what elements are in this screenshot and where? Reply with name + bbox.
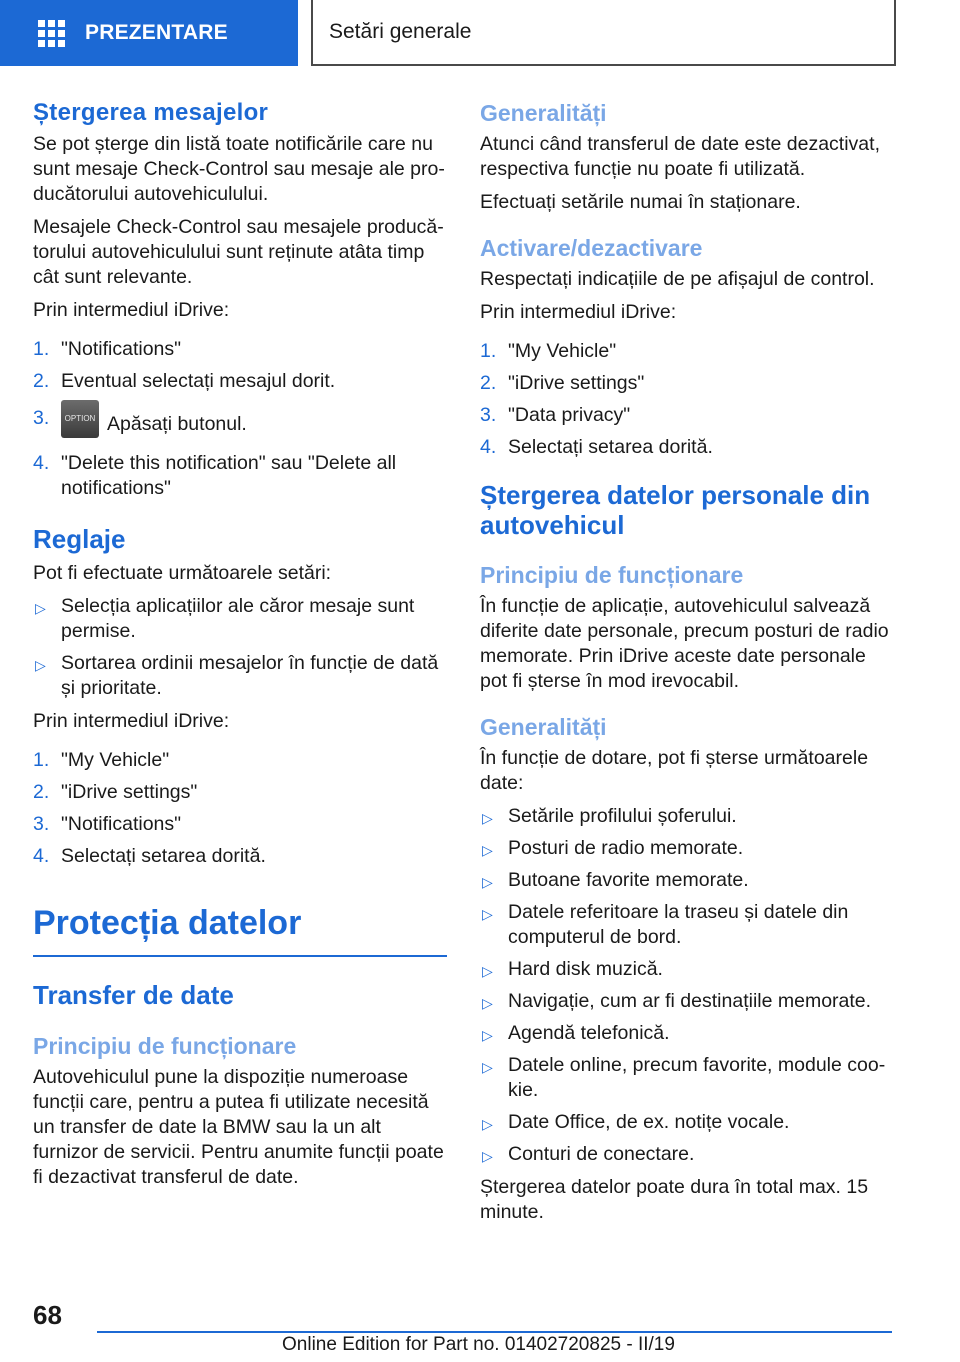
list-item: 1. "My Vehicle" <box>480 340 617 362</box>
list-item: 2. Eventual selectați mesajul dorit. <box>33 370 336 392</box>
bullet-triangle-icon: ▷ <box>482 810 493 826</box>
heading-principiu: Principiu de funcționare <box>33 1033 297 1059</box>
heading-transfer-de-date: Transfer de date <box>33 980 234 1010</box>
bullet-triangle-icon: ▷ <box>482 963 493 979</box>
list-item: ▷ Setările profilului șoferului. <box>480 804 890 829</box>
heading-activare: Activare/dezactivare <box>480 235 703 261</box>
bullet-list <box>480 804 890 1167</box>
tab-prezentare-label: PREZENTARE <box>85 21 228 44</box>
bullet-list <box>33 594 447 701</box>
paragraph: Autovehiculul pune la dispoziție numeroase funcții care, pentru a putea fi utilizate necesită un transfer de date la BMW sau la un alt furnizor de servicii. Pentru anumite funcții poate fi dezactivat transferul de date. <box>33 1066 444 1188</box>
bullet-triangle-icon: ▷ <box>35 600 46 616</box>
footer-edition: Online Edition for Part no. 01402720825 - II/19 <box>282 1334 675 1355</box>
tab-prezentare[interactable] <box>0 0 298 66</box>
bullet-triangle-icon: ▷ <box>482 1059 493 1075</box>
bullet-triangle-icon: ▷ <box>482 842 493 858</box>
steps-list <box>480 339 890 460</box>
list-item: ▷ Date Office, de ex. notițe vocale. <box>480 1110 890 1135</box>
list-item: 3. OPTION Apăsați butonul. <box>33 406 447 444</box>
heading-protectia-datelor: Protecția datelor <box>33 901 447 957</box>
page-number: 68 <box>33 1300 62 1330</box>
paragraph: Prin intermediul iDrive: <box>33 710 230 732</box>
list-item: ▷ Datele online, precum favorite, module cookie. <box>482 1054 886 1101</box>
list-item: 4. Selectați setarea dorită. <box>33 845 266 867</box>
paragraph: Prin intermediul iDrive: <box>480 301 677 323</box>
paragraph: Prin intermediul iDrive: <box>33 299 230 321</box>
list-item: ▷ Conturi de conectare. <box>480 1142 890 1167</box>
paragraph: Se pot șterge din listă toate notificările care nu sunt mesaje Check-Control sau mesaje ale producătorului autovehiculului. <box>33 133 445 205</box>
bullet-triangle-icon: ▷ <box>482 1116 493 1132</box>
heading-stergerea-mesajelor: Ștergerea mesajelor <box>33 99 269 126</box>
bullet-triangle-icon: ▷ <box>482 906 493 922</box>
list-item: 4. "Delete this notification" sau "Delete all notifications" <box>33 452 397 499</box>
paragraph: În funcție de aplicație, autovehiculul salvează diferite date personale, precum posturi de radio memorate. Prin iDrive aceste date personale pot fi șterse în mod irevocabil. <box>480 595 889 692</box>
heading-principiu: Principiu de funcționare <box>480 562 744 588</box>
list-item: ▷ Navigație, cum ar fi destinațiile memorate. <box>480 989 890 1014</box>
paragraph: Atunci când transferul de date este dezactivat, respectiva funcție nu poate fi utilizată. <box>480 133 880 180</box>
list-item: 2. "iDrive settings" <box>33 781 198 803</box>
paragraph: Respectați indicațiile de pe afișajul de control. <box>480 268 875 290</box>
list-item: ▷ Posturi de radio memorate. <box>480 836 890 861</box>
left-column <box>33 98 447 1198</box>
bullet-triangle-icon: ▷ <box>482 1148 493 1164</box>
bullet-triangle-icon: ▷ <box>482 995 493 1011</box>
paragraph: Efectuați setările numai în staționare. <box>480 191 801 213</box>
list-item: 2. "iDrive settings" <box>480 372 645 394</box>
list-item: 3. "Data privacy" <box>480 404 631 426</box>
list-item: 1. "Notifications" <box>33 338 182 360</box>
list-item: ▷ Butoane favorite memorate. <box>480 868 890 893</box>
paragraph: Mesajele Check-Control sau mesajele producătorului autovehiculului sunt reținute atâta timp cât sunt relevante. <box>33 216 444 288</box>
grid-menu-icon <box>38 20 65 47</box>
page-header <box>0 0 960 66</box>
bullet-triangle-icon: ▷ <box>482 874 493 890</box>
heading-generalitati: Generalități <box>480 714 607 740</box>
paragraph: În funcție de dotare, pot fi șterse următoarele date: <box>480 747 869 794</box>
section-title: Setări generale <box>329 20 472 43</box>
footer-divider <box>97 1331 892 1333</box>
paragraph: Ștergerea datelor poate dura în total max. 15 minute. <box>480 1176 869 1223</box>
section-title-tab <box>311 0 896 66</box>
right-column <box>480 98 890 1233</box>
list-item: 3. "Notifications" <box>33 813 182 835</box>
list-item: ▷ Hard disk muzică. <box>480 957 890 982</box>
list-item: ▷ Sortarea ordinii mesajelor în funcție de dată și prioritate. <box>35 652 439 699</box>
bullet-triangle-icon: ▷ <box>482 1027 493 1043</box>
steps-list <box>33 748 447 869</box>
list-item: ▷ Agendă telefonică. <box>480 1021 890 1046</box>
heading-stergerea-datelor: Ștergerea datelor personale din autovehicul <box>480 480 871 540</box>
bullet-triangle-icon: ▷ <box>35 657 46 673</box>
list-item: 1. "My Vehicle" <box>33 749 170 771</box>
list-item: ▷ Datele referitoare la traseu și datele din computerul de bord. <box>482 901 849 948</box>
option-button-icon: OPTION <box>61 400 99 438</box>
list-item: 4. Selectați setarea dorită. <box>480 436 713 458</box>
list-item: ▷ Selecția aplicațiilor ale căror mesaje sunt permise. <box>35 595 415 642</box>
paragraph: Pot fi efectuate următoarele setări: <box>33 562 332 584</box>
steps-list <box>33 337 447 501</box>
heading-generalitati: Generalități <box>480 100 607 126</box>
heading-reglaje: Reglaje <box>33 524 126 554</box>
